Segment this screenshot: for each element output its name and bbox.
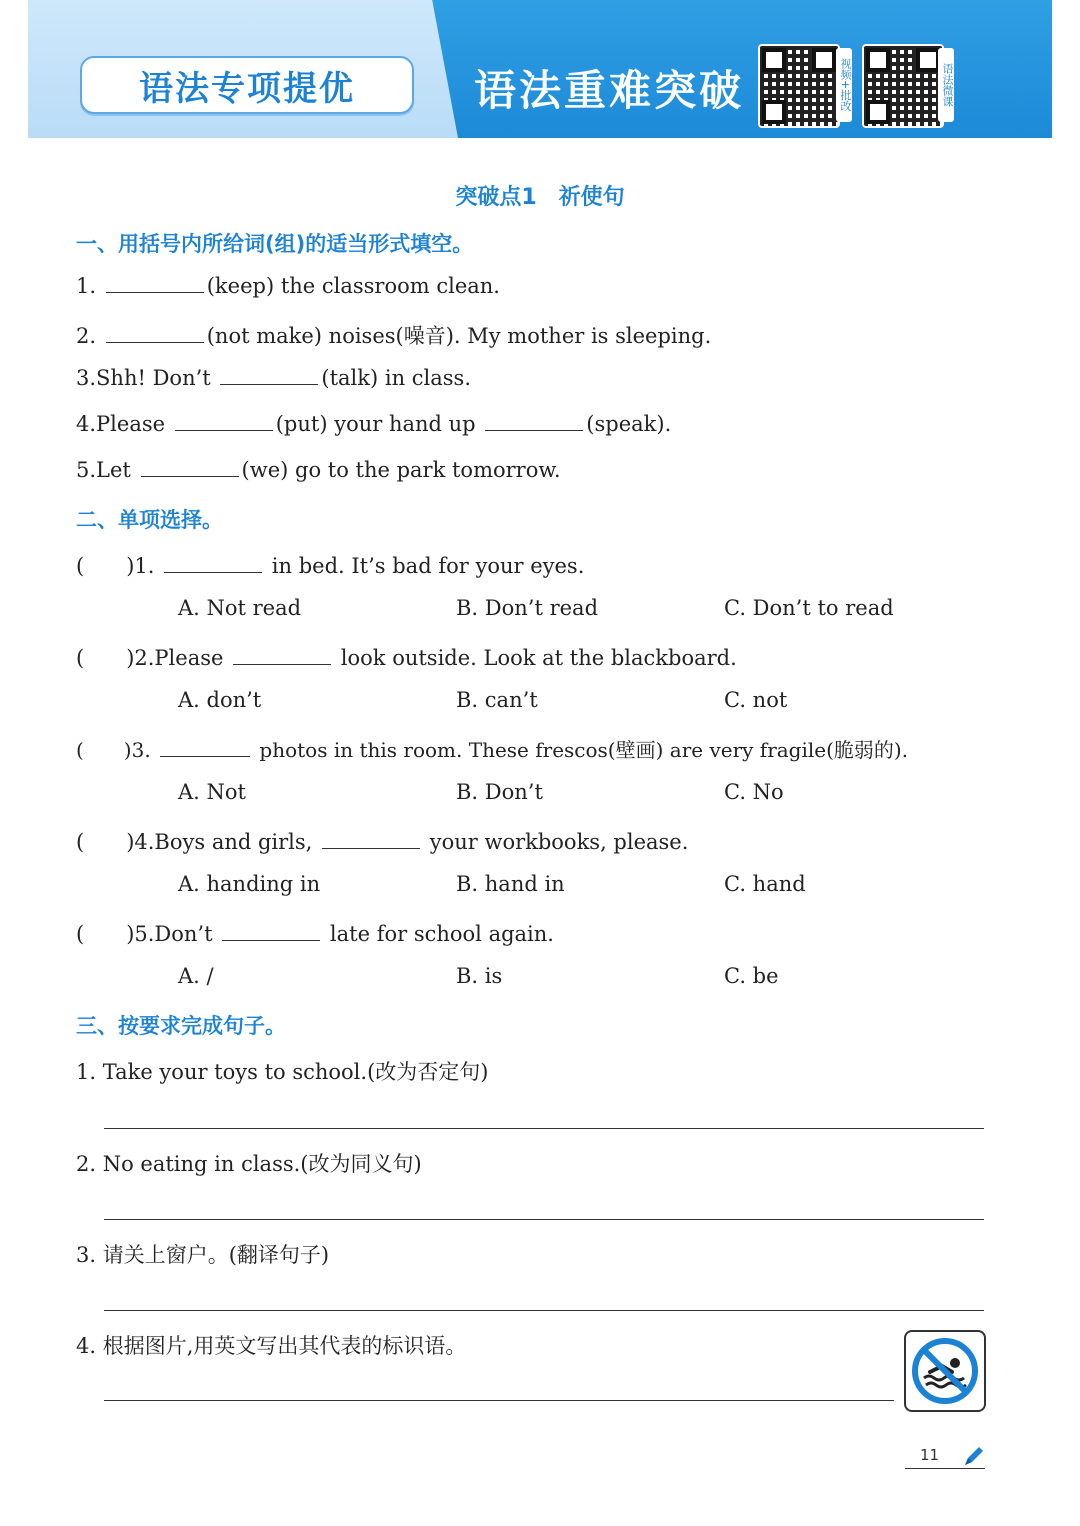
option-a[interactable]: A. Not read (178, 596, 302, 620)
answer-blank[interactable] (106, 324, 204, 343)
option-c[interactable]: C. hand (724, 872, 806, 896)
option-a[interactable]: A. Not (178, 780, 246, 804)
header-title: 语法重难突破 (474, 66, 745, 115)
option-c[interactable]: C. Don’t to read (724, 596, 894, 620)
answer-bracket[interactable]: ( )4. (76, 830, 155, 854)
no-swimming-icon (906, 1332, 984, 1410)
page-number: 11 (920, 1446, 940, 1464)
option-c[interactable]: C. not (724, 688, 788, 712)
option-c[interactable]: C. No (724, 780, 784, 804)
answer-line[interactable] (104, 1128, 984, 1129)
mc-question-2: ( )2.Please look outside. Look at the blackboard. (76, 646, 737, 670)
part1-item-5: 5.Let (we) go to the park tomorrow. (76, 458, 561, 482)
option-b[interactable]: B. hand in (456, 872, 565, 896)
answer-blank[interactable] (106, 274, 204, 293)
answer-blank[interactable] (160, 738, 250, 757)
part1-item-1: 1. (keep) the classroom clean. (76, 274, 500, 298)
category-label: 语法专项提优 (80, 56, 414, 114)
option-b[interactable]: B. is (456, 964, 503, 988)
answer-blank[interactable] (175, 412, 273, 431)
part3-heading: 三、按要求完成句子。 (76, 1014, 286, 1038)
part1-item-2: 2. (not make) noises(噪音). My mother is sleeping. (76, 324, 712, 348)
answer-blank[interactable] (322, 830, 420, 849)
option-b[interactable]: B. Don’t read (456, 596, 599, 620)
answer-blank[interactable] (220, 366, 318, 385)
answer-blank[interactable] (141, 458, 239, 477)
section-title: 突破点1 祈使句 (455, 185, 625, 210)
option-a[interactable]: A. / (178, 964, 214, 988)
answer-blank[interactable] (222, 922, 320, 941)
mc-question-3: ( )3. photos in this room. These frescos(壁画) are very fragile(脆弱的). (76, 738, 909, 762)
option-a[interactable]: A. handing in (178, 872, 321, 896)
part1-heading: 一、用括号内所给词(组)的适当形式填空。 (76, 232, 474, 256)
mc-question-5: ( )5.Don’t late for school again. (76, 922, 554, 946)
qr-label-video: 视频+批改 (836, 48, 852, 122)
part1-item-3: 3.Shh! Don’t (talk) in class. (76, 366, 472, 390)
answer-blank[interactable] (164, 554, 262, 573)
answer-bracket[interactable]: ( )3. (76, 738, 151, 762)
answer-bracket[interactable]: ( )1. (76, 554, 155, 578)
part3-item-4: 4. 根据图片,用英文写出其代表的标识语。 (76, 1334, 467, 1358)
part3-item-3: 3. 请关上窗户。(翻译句子) (76, 1243, 330, 1267)
qr-code-video[interactable] (758, 44, 840, 128)
answer-blank[interactable] (485, 412, 583, 431)
part1-item-4: 4.Please (put) your hand up (speak). (76, 412, 672, 436)
qr-code-lesson[interactable] (862, 44, 944, 128)
option-c[interactable]: C. be (724, 964, 779, 988)
part3-item-1: 1. Take your toys to school.(改为否定句) (76, 1060, 489, 1084)
option-b[interactable]: B. Don’t (456, 780, 543, 804)
sign-image (904, 1330, 986, 1412)
mc-question-4: ( )4.Boys and girls, your workbooks, please. (76, 830, 689, 854)
option-b[interactable]: B. can’t (456, 688, 538, 712)
part2-heading: 二、单项选择。 (76, 508, 223, 532)
option-a[interactable]: A. don’t (178, 688, 262, 712)
page-number-underline (905, 1468, 985, 1469)
answer-line[interactable] (104, 1400, 894, 1401)
answer-line[interactable] (104, 1310, 984, 1311)
answer-bracket[interactable]: ( )2. (76, 646, 155, 670)
mc-question-1: ( )1. in bed. It’s bad for your eyes. (76, 554, 585, 578)
qr-label-lesson: 语法微课 (938, 48, 954, 122)
answer-line[interactable] (104, 1219, 984, 1220)
pencil-icon (962, 1444, 986, 1468)
answer-blank[interactable] (233, 646, 331, 665)
part3-item-2: 2. No eating in class.(改为同义句) (76, 1152, 422, 1176)
answer-bracket[interactable]: ( )5. (76, 922, 155, 946)
